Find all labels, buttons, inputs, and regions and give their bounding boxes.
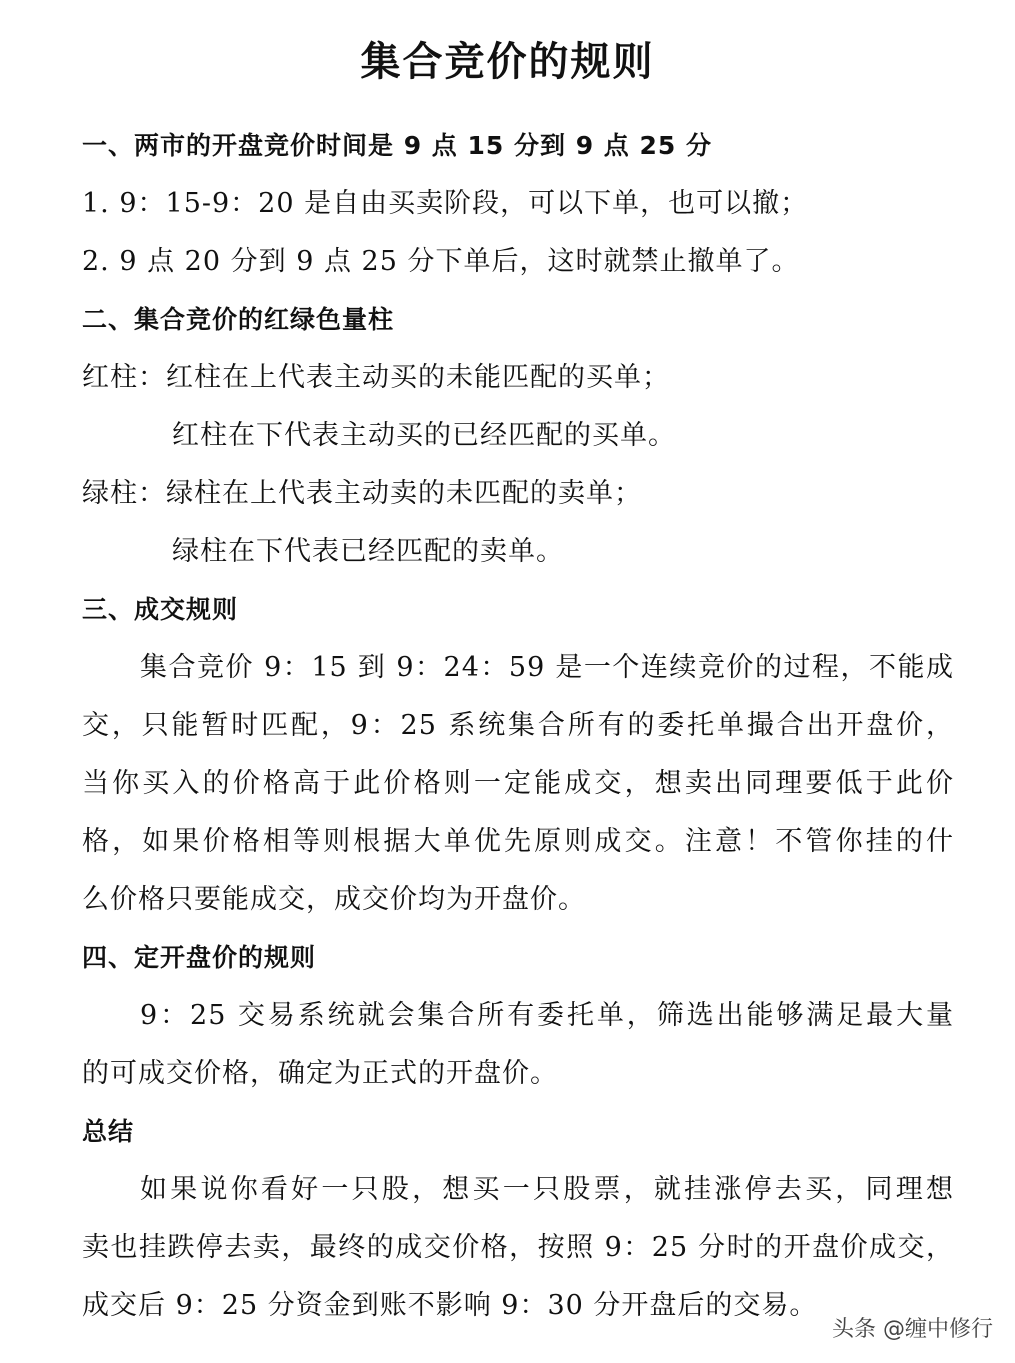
paragraph-line: 格，如果价格相等则根据大单优先原则成交。注意！不管你挂的什 [82,826,954,857]
list-item-free-trading: 1. 9：15-9：20 是自由买卖阶段，可以下单，也可以撤； [82,188,809,219]
paragraph-line: 卖也挂跌停去卖，最终的成交价格，按照 9：25 分时的开盘价成交， [82,1232,954,1263]
paragraph-line: 成交后 9：25 分资金到账不影响 9：30 分开盘后的交易。 [82,1290,818,1321]
paragraph-line: 么价格只要能成交，成交价均为开盘价。 [82,884,586,915]
section-heading-volume-bars: 二、集合竞价的红绿色量柱 [82,305,395,334]
green-bar-line-2: 绿柱在下代表已经匹配的卖单。 [172,536,564,567]
paragraph-line: 如果说你看好一只股，想买一只股票，就挂涨停去买，同理想 [140,1174,954,1205]
paragraph-line: 9：25 交易系统就会集合所有委托单，筛选出能够满足最大量 [140,1000,954,1031]
watermark-label: 头条 @缠中修行 [832,1317,993,1342]
paragraph-line: 交，只能暂时匹配，9：25 系统集合所有的委托单撮合出开盘价， [82,710,954,741]
red-bar-line-1: 红柱：红柱在上代表主动买的未能匹配的买单； [82,362,670,393]
section-heading-deal-rules: 三、成交规则 [82,595,239,624]
section-heading-opening-price: 四、定开盘价的规则 [82,943,317,972]
paragraph-line: 的可成交价格，确定为正式的开盘价。 [82,1058,558,1089]
section-heading-trading-time: 一、两市的开盘竞价时间是 9 点 15 分到 9 点 25 分 [82,131,713,160]
page-title: 集合竞价的规则 [360,39,655,85]
paragraph-line: 当你买入的价格高于此价格则一定能成交，想卖出同理要低于此价 [82,768,954,799]
section-heading-summary: 总结 [82,1117,135,1146]
list-item-no-cancel: 2. 9 点 20 分到 9 点 25 分下单后，这时就禁止撤单了。 [82,246,800,277]
paragraph-line: 集合竞价 9：15 到 9：24：59 是一个连续竞价的过程，不能成 [140,652,954,683]
red-bar-line-2: 红柱在下代表主动买的已经匹配的买单。 [172,420,676,451]
green-bar-line-1: 绿柱：绿柱在上代表主动卖的未匹配的卖单； [82,478,642,509]
